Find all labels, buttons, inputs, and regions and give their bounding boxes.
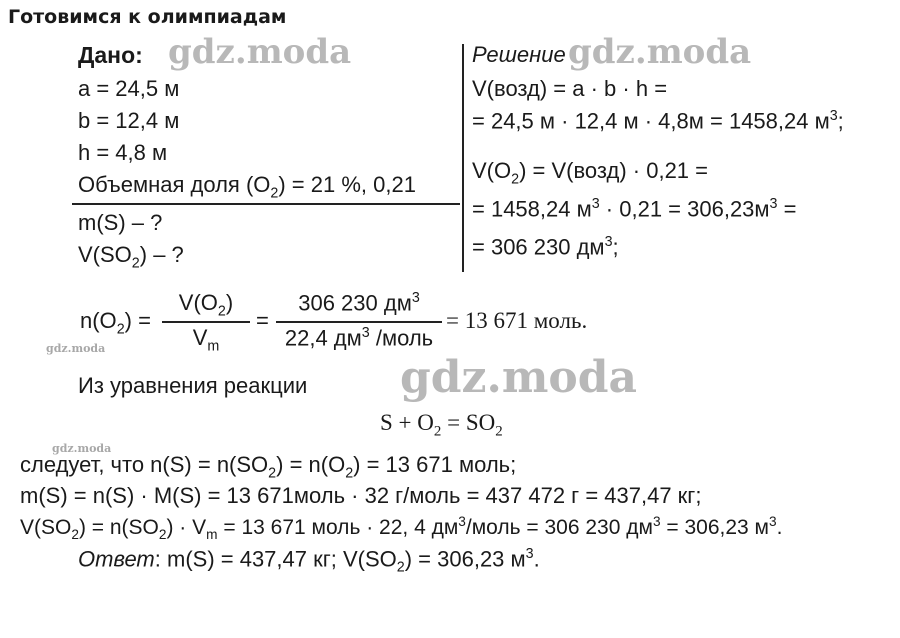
given-h: h = 4,8 м bbox=[78, 140, 168, 165]
given-divider bbox=[72, 203, 460, 205]
watermark-large: gdz.moda bbox=[400, 352, 638, 403]
fraction-bar-1 bbox=[162, 321, 250, 323]
watermark-small: gdz.moda bbox=[46, 342, 106, 355]
answer-line: Ответ: m(S) = 437,47 кг; $V(SO_2) = 306,23$ $м^3$. bbox=[78, 546, 540, 576]
solution-line-1: V(возд) = a · b · h = bbox=[472, 76, 668, 101]
solution-label: Решение bbox=[472, 42, 566, 67]
formula-equals: = bbox=[256, 308, 269, 333]
find-v-so2: $V(SO_2)$ – ? bbox=[78, 242, 184, 272]
conclusion-line-1: следует, что $n(S) = n(SO_2) = n(O_2) = 13$ 671 моль; bbox=[20, 452, 517, 482]
conclusion-line-3: $V(SO_2) = n(SO_2) \cdot V_m = 13$ 671 моль · 22, 4 $дм^3$/моль = 306 230 $дм^3 = 306,23$ $м^3$. bbox=[20, 514, 783, 543]
reaction-intro: Из уравнения реакции bbox=[78, 373, 308, 398]
reaction-equation: $S + O_2 = SO_2$ bbox=[380, 410, 503, 440]
given-a: a = 24,5 м bbox=[78, 76, 180, 101]
watermark: gdz.moda bbox=[168, 32, 352, 72]
page-heading: Готовимся к олимпиадам bbox=[8, 6, 287, 28]
fraction-bar-2 bbox=[276, 321, 442, 323]
given-volume-fraction: Объемная доля $(O_2) = 21$ %, 0,21 bbox=[78, 172, 416, 202]
formula-num-1: $V(O_2)$ bbox=[178, 290, 234, 320]
watermark: gdz.moda bbox=[568, 32, 752, 72]
formula-den-1: $V_m$ bbox=[192, 325, 220, 355]
find-m-s: m(S) – ? bbox=[78, 210, 163, 235]
solution-line-2: = 24,5 м · 12,4 м · 4,8м = 1458,24 $м^3$; bbox=[472, 108, 844, 134]
solution-line-3: $V(O_2)$ = V(возд) · 0,21 = bbox=[472, 158, 709, 188]
conclusion-line-2: m(S) = n(S) · M(S) = 13 671моль · 32 г/моль = 437 472 г = 437,47 кг; bbox=[20, 483, 702, 508]
formula-lhs: $n(O_2)$ = bbox=[80, 308, 151, 338]
solution-line-4: = 1458,24 $м^3 \cdot 0,21 = 306,23м^3$ = bbox=[472, 196, 797, 222]
formula-num-2: 306 230 $дм^3$ bbox=[298, 290, 420, 316]
formula-result: = 13 671 моль. bbox=[446, 308, 588, 333]
given-label: Дано: bbox=[78, 42, 143, 68]
solution-line-5: = 306 230 $дм^3$; bbox=[472, 234, 619, 260]
given-b: b = 12,4 м bbox=[78, 108, 180, 133]
watermark-small: gdz.moda bbox=[52, 442, 112, 455]
section-divider bbox=[462, 44, 464, 272]
formula-den-2: 22,4 $дм^3$ /моль bbox=[284, 325, 434, 351]
